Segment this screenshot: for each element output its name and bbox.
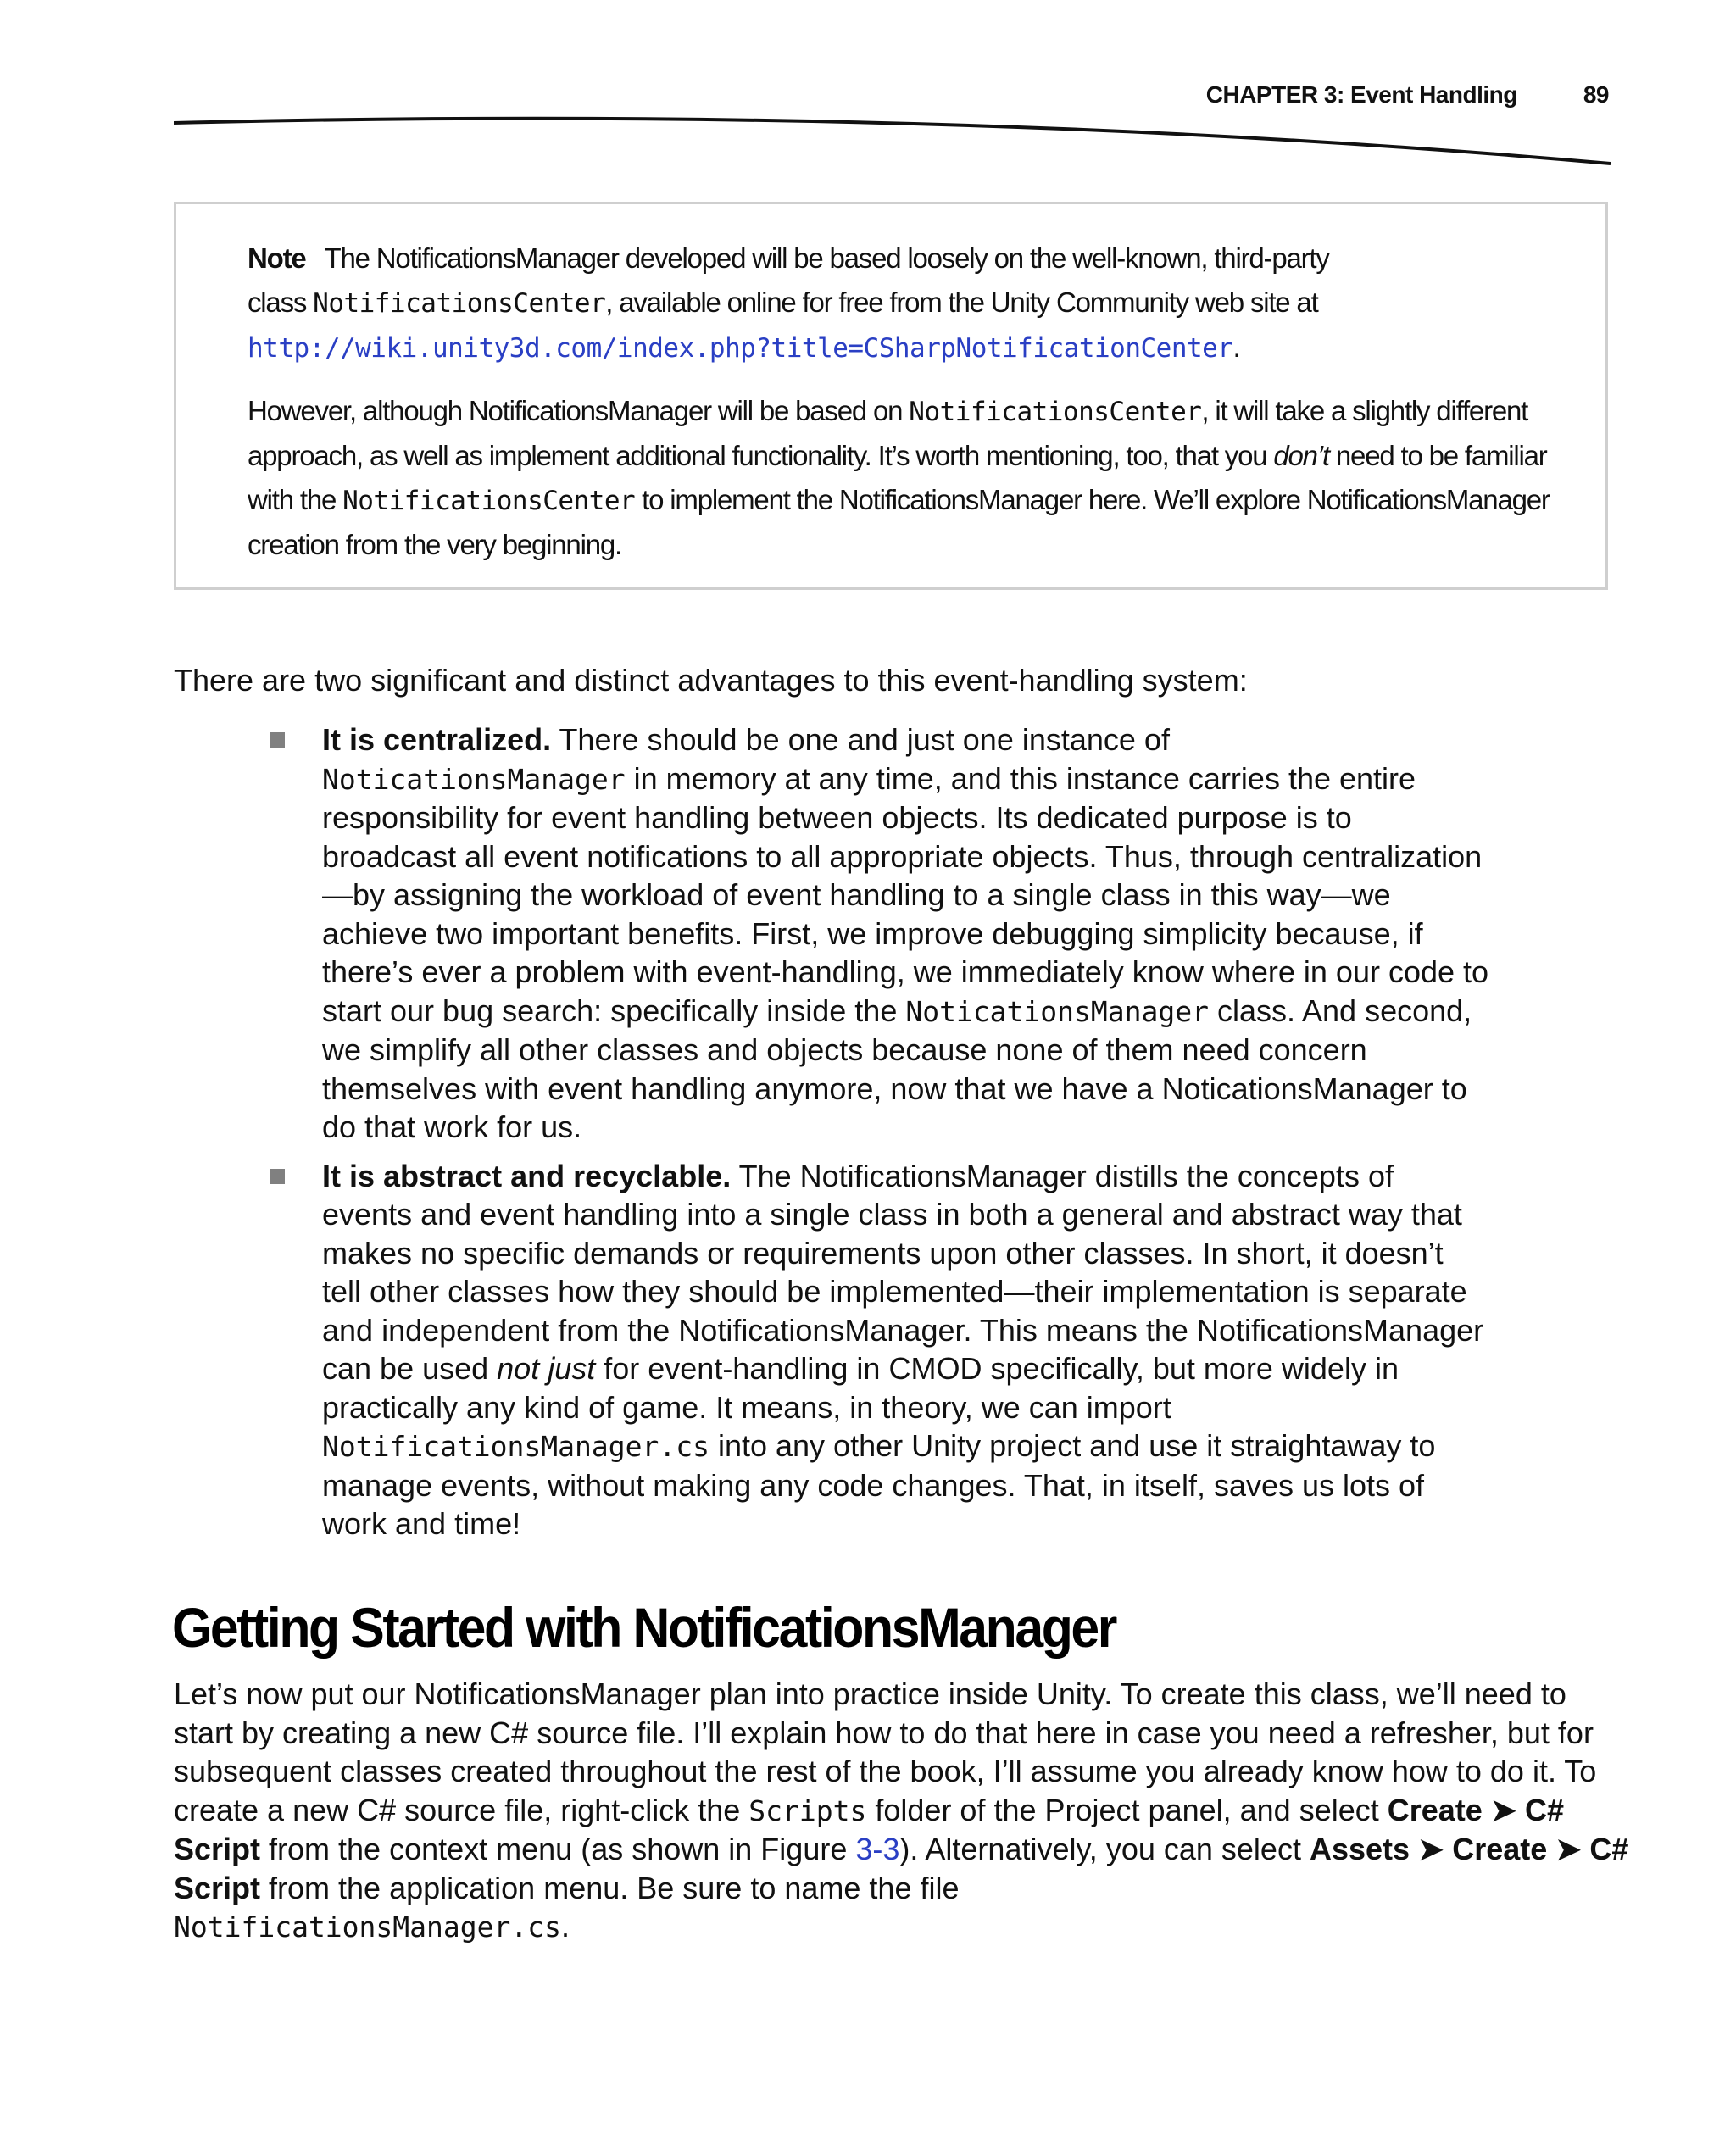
- section-heading: Getting Started with NotificationsManager: [172, 1596, 1116, 1659]
- chapter-title: CHAPTER 3: Event Handling: [1205, 81, 1517, 108]
- list-item: It is abstract and recyclable. The NotificationsManager distills the concepts of events and event handling into a single class in both a general and abstract way that makes no specific demands or requirements upon other classes. In short, it doesn’t tell other classes how they should be implemented—their implementation is separate and independent from the NotificationsManager. This means the NotificationsManager can be used not just for event-handling in CMOD specifically, but more widely in practically any kind of game. It means, in theory, we can import NotificationsManager.cs into any other Unity project and use it straightaway to manage events, without making any code changes. That, in itself, saves us lots of work and time!: [270, 1157, 1490, 1543]
- section-paragraph: Let’s now put our NotificationsManager plan into practice inside Unity. To create this class, we’ll need to start by creating a new C# source file. I’ll explain how to do that here in case you need a refresher, but for subsequent classes created throughout the rest of the book, I’ll assume you already know how to do it. To create a new C# source file, right-click the Scripts folder of the Project panel, and select Create ➤ C# Script from the context menu (as shown in Figure 3-3). Alternatively, you can select Assets ➤ Create ➤ C# Script from the application menu. Be sure to name the file NotificationsManager.cs.: [174, 1677, 1629, 1944]
- wiki-link[interactable]: http://wiki.unity3d.com/index.php?title=CSharpNotificationCenter: [248, 333, 1233, 364]
- header-rule: [174, 114, 1611, 174]
- code-notificationscenter: NotificationsCenter: [313, 288, 606, 319]
- running-header: [1206, 81, 1609, 108]
- advantages-list: [270, 720, 1490, 1554]
- note-label: Note: [248, 242, 306, 274]
- square-bullet-icon: [270, 732, 285, 748]
- note-paragraph-1: Note The NotificationsManager developed will be based loosely on the well-known, third-party class NotificationsCenter, available online for free from the Unity Community web site at http://wiki.unity3d.com/index.php?title=CSharpNotificationCenter.: [248, 242, 1329, 364]
- square-bullet-icon: [270, 1169, 285, 1184]
- note-box: [174, 202, 1608, 590]
- figure-link[interactable]: 3-3: [855, 1832, 900, 1866]
- note-paragraph-2: However, although NotificationsManager will be based on NotificationsCenter, it will take a slightly different approach, as well as implement additional functionality. It’s worth mentioning, too, that you don’t need to be familiar with the NotificationsCenter to implement the NotificationsManager here. We’ll explore NotificationsManager creation from the very beginning.: [248, 395, 1550, 560]
- page-number: 89: [1583, 81, 1609, 108]
- intro-paragraph: There are two significant and distinct advantages to this event-handling system:: [174, 663, 1248, 698]
- list-item: It is centralized. There should be one and just one instance of NoticationsManager in memory at any time, and this instance carries the entire responsibility for event handling between objects. Its dedicated purpose is to broadcast all event notifications to all appropriate objects. Thus, through centralization—by assigning the workload of event handling to a single class in this way—we achieve two important benefits. First, we improve debugging simplicity because, if there’s ever a problem with event-handling, we immediately know where in our code to start our bug search: specifically inside the NoticationsManager class. And second, we simplify all other classes and objects because none of them need concern themselves with event handling anymore, now that we have a NoticationsManager to do that work for us.: [270, 720, 1490, 1147]
